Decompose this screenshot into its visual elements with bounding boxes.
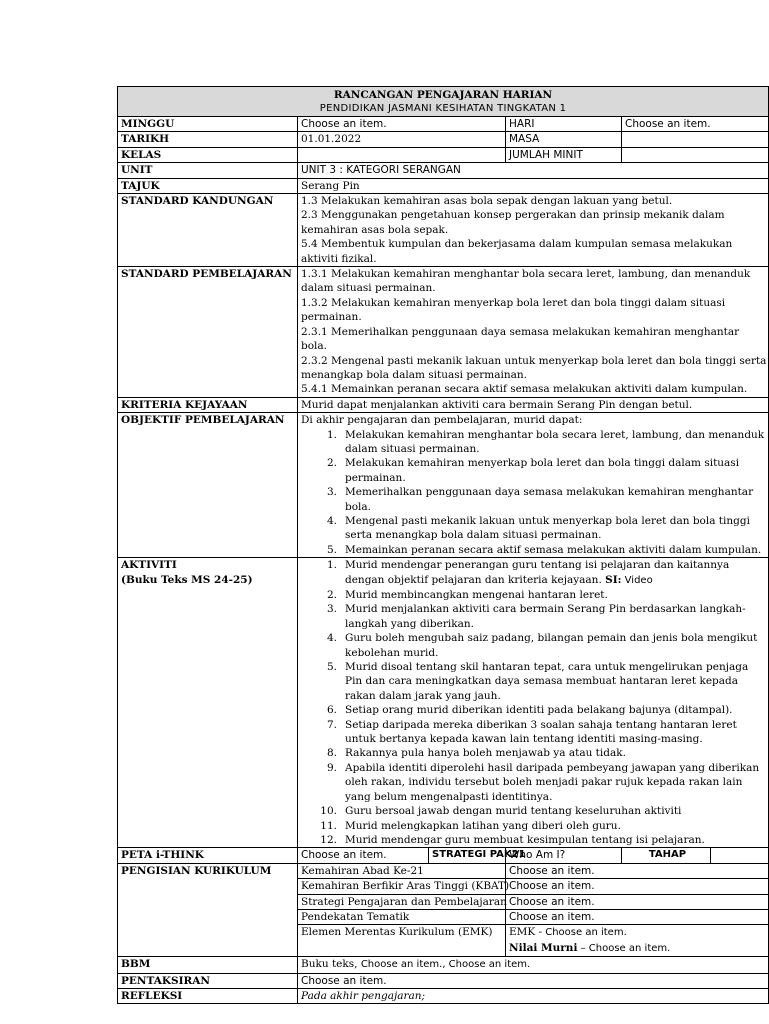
unit-label: UNIT <box>118 163 298 178</box>
kurikulum-item-dropdown[interactable]: Choose an item. <box>506 863 769 878</box>
unit-value: UNIT 3 : KATEGORI SERANGAN <box>298 163 769 178</box>
tarikh-label: TARIKH <box>118 132 298 147</box>
standard-pembelajaran-line: 5.4.1 Memainkan peranan secara aktif semasa melakukan aktiviti dalam kumpulan. <box>301 383 748 396</box>
pentaksiran-dropdown[interactable]: Choose an item. <box>298 973 769 988</box>
hari-label: HARI <box>506 117 622 132</box>
standard-pembelajaran-line: 1.3.1 Melakukan kemahiran menghantar bola secara leret, lambung, dan menanduk dalam situasi permainan. <box>301 268 751 295</box>
tajuk-label: TAJUK <box>118 178 298 193</box>
standard-kandungan-line: 1.3 Melakukan kemahiran asas bola sepak dengan lakuan yang betul. <box>301 195 673 208</box>
kurikulum-item-name: Kemahiran Abad Ke-21 <box>298 863 506 878</box>
list-item: 12. Murid mendengar guru membuat kesimpulan tentang isi pelajaran. <box>320 833 705 846</box>
nilai-murni-dropdown[interactable]: – Choose an item. <box>577 942 671 954</box>
list-item: 8. Rakannya pula hanya boleh menjawab ya atau tidak. <box>326 747 626 760</box>
list-item: 2. Melakukan kemahiran menyerkap bola leret dan bola tinggi dalam situasi permainan. <box>326 457 740 484</box>
peta-ithink-label: PETA i-THINK <box>118 848 298 863</box>
standard-kandungan-line: 5.4 Membentuk kumpulan dan bekerjasama dalam kumpulan semasa melakukan aktiviti fizikal. <box>301 238 733 265</box>
tarikh-field[interactable]: 01.01.2022 <box>298 132 506 147</box>
list-item: 5. Murid disoal tentang skil hantaran tepat, cara untuk mengelirukan penjaga Pin dan cara meningkatkan daya semasa membuat hantaran leret kepada rakan dalam jarak yang jauh. <box>326 661 749 702</box>
kurikulum-item-dropdown[interactable]: Choose an item. <box>506 894 769 909</box>
refleksi-label: REFLEKSI <box>118 988 298 1003</box>
minggu-label: MINGGU <box>118 117 298 132</box>
list-item: 4. Mengenal pasti mekanik lakuan untuk menyerkap bola leret dan bola tinggi serta menangkap bola dalam situasi permainan. <box>326 514 750 542</box>
kurikulum-item-name: Pendekatan Tematik <box>298 909 506 924</box>
standard-kandungan-label: STANDARD KANDUNGAN <box>118 194 298 267</box>
tahap-label: TAHAP <box>622 848 711 863</box>
document-header <box>118 87 769 117</box>
lesson-plan-table <box>117 86 769 1004</box>
list-item: 10. Guru bersoal jawab dengan murid tentang keseluruhan aktiviti <box>320 805 682 818</box>
si-value[interactable]: Video <box>621 574 653 586</box>
nilai-murni-label: Nilai Murni <box>509 941 578 954</box>
hari-dropdown[interactable]: Choose an item. <box>622 117 769 132</box>
standard-kandungan-content <box>298 194 769 267</box>
standard-pembelajaran-label: STANDARD PEMBELAJARAN <box>118 267 298 398</box>
minggu-dropdown[interactable]: Choose an item. <box>298 117 506 132</box>
objektif-label: OBJEKTIF PEMBELAJARAN <box>118 413 298 558</box>
aktiviti-content <box>298 558 769 848</box>
lesson-plan-document <box>117 86 768 1004</box>
emk-dropdown[interactable]: - Choose an item. <box>535 927 627 939</box>
document-title: RANCANGAN PENGAJARAN HARIAN <box>333 89 553 101</box>
kriteria-kejayaan-value: Murid dapat menjalankan aktiviti cara bermain Serang Pin dengan betul. <box>298 397 769 412</box>
kurikulum-item-dropdown[interactable]: Choose an item. <box>506 879 769 894</box>
tajuk-value: Serang Pin <box>298 178 769 193</box>
objektif-list <box>301 428 768 558</box>
list-item: 4. Guru boleh mengubah saiz padang, bilangan pemain dan jenis bola mengikut kebolehan murid. <box>326 632 758 659</box>
pengisian-kurikulum-label: PENGISIAN KURIKULUM <box>118 863 298 956</box>
masa-field[interactable] <box>622 132 769 147</box>
list-item: 7. Setiap daripada mereka diberikan 3 soalan sahaja tentang hantaran leret untuk bertanya kepada kawan lain tentang identiti masing-masing. <box>326 718 737 746</box>
standard-pembelajaran-content <box>298 267 769 398</box>
emk-label: EMK <box>509 926 536 939</box>
aktiviti-label: AKTIVITI <box>121 559 177 572</box>
list-item: 5. Memainkan peranan secara aktif semasa melakukan aktiviti dalam kumpulan. <box>326 543 762 556</box>
list-item: 11. Murid melengkapkan latihan yang diberi oleh guru. <box>320 819 621 832</box>
bbm-cell <box>298 957 769 973</box>
kurikulum-item-dropdown[interactable]: Choose an item. <box>506 909 769 924</box>
emk-nilai-cell <box>506 925 769 957</box>
aktiviti-list <box>301 558 768 847</box>
aktiviti-textbook-ref: (Buku Teks MS 24-25) <box>121 573 253 586</box>
kurikulum-item-name: Kemahiran Berfikir Aras Tinggi (KBAT) <box>298 879 506 894</box>
list-item: 3. Memerihalkan penggunaan daya semasa melakukan kemahiran menghantar bola. <box>326 486 754 513</box>
pentaksiran-label: PENTAKSIRAN <box>118 973 298 988</box>
standard-kandungan-line: 2.3 Menggunakan pengetahuan konsep pergerakan dan prinsip mekanik dalam kemahiran asas bola sepak. <box>301 209 725 236</box>
peta-ithink-dropdown[interactable]: Choose an item. <box>298 848 429 863</box>
list-item: 6. Setiap orang murid diberikan identiti pada belakang bajunya (ditampal). <box>326 704 733 717</box>
list-item: 2. Murid membincangkan mengenai hantaran leret. <box>326 589 608 601</box>
standard-pembelajaran-line: 1.3.2 Melakukan kemahiran menyerkap bola leret dan bola tinggi dalam situasi permainan. <box>301 296 726 324</box>
standard-pembelajaran-line: 2.3.1 Memerihalkan penggunaan daya semasa melakukan kemahiran menghantar bola. <box>301 325 740 353</box>
kriteria-kejayaan-label: KRITERIA KEJAYAAN <box>118 397 298 412</box>
tahap-field[interactable] <box>711 848 769 863</box>
objektif-content <box>298 413 769 558</box>
refleksi-value[interactable]: Pada akhir pengajaran; <box>298 988 769 1003</box>
aktiviti-label-cell <box>118 558 298 848</box>
strategi-pak21-dropdown[interactable]: Who Am I? <box>506 848 622 863</box>
bbm-prefix: Buku teks, <box>301 958 361 971</box>
kelas-field[interactable] <box>298 147 506 162</box>
standard-pembelajaran-line: 2.3.2 Mengenal pasti mekanik lakuan untuk menyerkap bola leret dan bola tinggi serta menangkap bola dalam situasi permainan. <box>301 354 767 381</box>
list-item: 9. Apabila identiti diperolehi hasil daripada pembeyang jawapan yang diberikan oleh rakan, individu tersebut boleh menjadi pakar rujuk kepada rakan lain yang belum mengenalpasti identitinya. <box>326 761 760 803</box>
emk-name: Elemen Merentas Kurikulum (EMK) <box>298 925 506 957</box>
kelas-label: KELAS <box>118 147 298 162</box>
kurikulum-item-name: Strategi Pengajaran dan Pembelajaran <box>298 894 506 909</box>
list-item: 1. Melakukan kemahiran menghantar bola secara leret, lambung, dan menanduk dalam situasi permainan. <box>326 428 765 455</box>
strategi-pak21-label: STRATEGI PAK21 <box>429 848 506 863</box>
objektif-intro: Di akhir pengajaran dan pembelajaran, murid dapat: <box>301 414 583 427</box>
bbm-dropdown[interactable]: Choose an item., Choose an item. <box>360 959 531 971</box>
list-item: 1. Murid mendengar penerangan guru tentang isi pelajaran dan kaitannya dengan objektif pelajaran dan kriteria kejayaan. SI: Video <box>326 559 730 586</box>
jumlah-minit-label: JUMLAH MINIT <box>506 147 622 162</box>
bbm-label: BBM <box>118 957 298 973</box>
si-label: SI: <box>605 573 622 586</box>
list-item: 3. Murid menjalankan aktiviti cara bermain Serang Pin berdasarkan langkah-langkah yang diberikan. <box>326 603 746 630</box>
jumlah-minit-field[interactable] <box>622 147 769 162</box>
document-subtitle: PENDIDIKAN JASMANI KESIHATAN TINGKATAN 1 <box>319 103 567 114</box>
masa-label: MASA <box>506 132 622 147</box>
